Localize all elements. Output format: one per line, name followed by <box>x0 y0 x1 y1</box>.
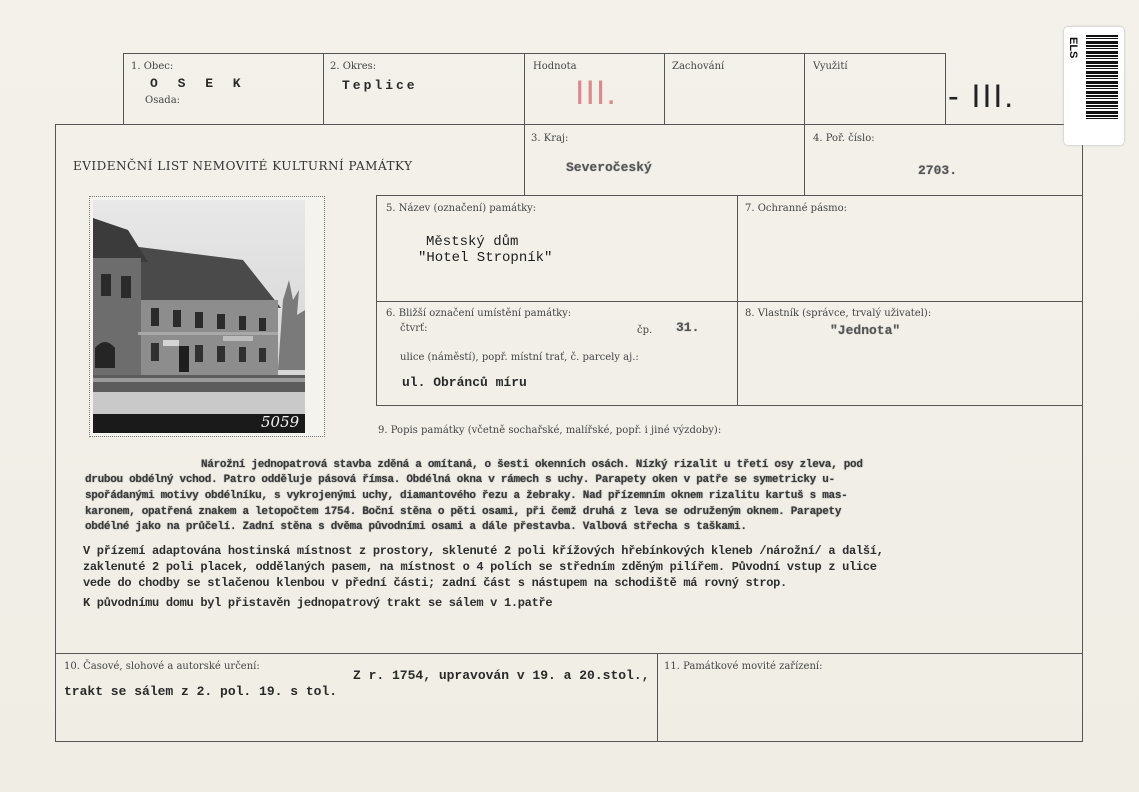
page-title: EVIDENČNÍ LIST NEMOVITÉ KULTURNÍ PAMÁTKY <box>73 159 413 173</box>
okres-label: 2. Okres: <box>330 61 377 72</box>
ulice-label: ulice (náměstí), popř. místní trať, č. parcely aj.: <box>400 352 639 363</box>
description-line: Nárožní jednopatrová stavba zděná a omítaná, o šesti okenních osách. Nízký rizalit u třetí osy zleva, pod <box>201 459 863 471</box>
hodnota-value: III. <box>575 74 617 112</box>
urceni-value-b: trakt se sálem z 2. pol. 19. s tol. <box>64 684 338 699</box>
ulice-value: ul. Obránců míru <box>402 375 527 390</box>
side-value: - III. <box>948 78 1016 114</box>
vlastnik-label: 8. Vlastník (správce, trvalý uživatel): <box>745 308 932 319</box>
por-cislo-value: 2703. <box>918 163 958 178</box>
description-line: K původnímu domu byl přistavěn jednopatrový trakt se sálem v 1.patře <box>83 596 553 610</box>
urceni-label: 10. Časové, slohové a autorské určení: <box>64 661 260 672</box>
obec-label: 1. Obec: <box>131 61 174 72</box>
hodnota-label: Hodnota <box>533 61 577 72</box>
description-line: V přízemí adaptována hostinská místnost z prostory, sklenuté 2 poli křížových hřebínkových kleneb /nárožní/ a další, <box>83 544 884 558</box>
description-line: karonem, opatřená znakem a letopočtem 1754. Boční stěna o pěti osami, při čemž druhá z leva se odruženým oknem. Parapety <box>85 506 842 518</box>
barcode-bars <box>1086 35 1118 121</box>
por-cislo-label: 4. Poř. číslo: <box>813 133 875 144</box>
osada-label: Osada: <box>145 95 181 106</box>
photo-number: 5059 <box>261 413 300 431</box>
obec-value: O S E K <box>150 76 247 91</box>
ctvrt-label: čtvrť: <box>400 323 428 334</box>
nazev-label: 5. Název (označení) památky: <box>386 203 537 214</box>
movite-label: 11. Památkové movité zařízení: <box>664 661 823 672</box>
vlastnik-value: "Jednota" <box>830 323 901 338</box>
description-line: zaklenuté 2 poli placek, oddělaných pasem, na místnost o 4 polích se středním zděným pilířem. Původní vstup z ulice <box>83 560 877 574</box>
cp-value: 31. <box>676 320 700 335</box>
ochranne-pasmo-label: 7. Ochranné pásmo: <box>745 203 848 214</box>
vyuziti-label: Využití <box>813 61 848 72</box>
popis-label: 9. Popis památky (včetně sochařské, malířské, popř. i jiné výzdoby): <box>378 425 722 436</box>
zachovani-label: Zachování <box>672 61 725 72</box>
description-line: spořádanými motivy obdélníku, s vykrojenými uchy, diamantového řezu a žebraky. Nad přízemním oknem rizalitu kartuš s mas- <box>85 490 848 502</box>
description-line: vede do chodby se stlačenou klenbou v přední části; zadní část s nástupem na schodiště má rovný strop. <box>83 576 787 590</box>
kraj-label: 3. Kraj: <box>531 133 569 144</box>
kraj-value: Severočeský <box>566 160 652 175</box>
umisteni-label: 6. Bližší označení umístění památky: <box>386 308 572 319</box>
barcode-sticker <box>1064 27 1124 145</box>
description-line: drubou obdélný vchod. Patro odděluje pásová římsa. Obdélná okna v rámech s uchy. Parapety oken v patře se symetricky u- <box>85 474 835 486</box>
okres-value: Teplice <box>342 78 418 93</box>
building-photo <box>93 200 305 433</box>
nazev-line2: "Hotel Stropník" <box>418 250 553 266</box>
nazev-line1: Městský dům <box>426 234 519 250</box>
urceni-value-a: Z r. 1754, upravován v 19. a 20.stol., <box>353 668 650 683</box>
description-line: obdélné jako na průčelí. Zadní stěna s dvěma původními osami a dále přestavba. Valbová střecha s taškami. <box>85 521 747 533</box>
cp-label: čp. <box>637 325 653 336</box>
barcode-text: ELS <box>1067 37 1079 59</box>
